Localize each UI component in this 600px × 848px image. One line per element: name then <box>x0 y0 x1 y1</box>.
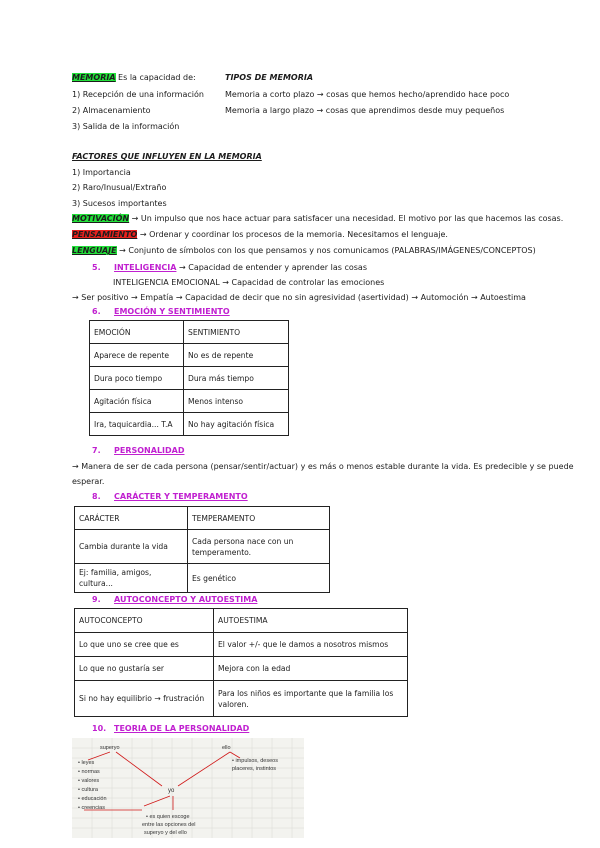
pensamiento-text: → Ordenar y coordinar los procesos de la memoria. Necesitamos el lenguaje. <box>137 230 448 239</box>
table-row <box>90 344 289 367</box>
table-row <box>75 657 408 681</box>
section-10-number: 10. <box>92 724 107 733</box>
section-6-heading <box>92 307 230 316</box>
table-cell: Dura más tiempo <box>184 367 289 390</box>
memoria-term: MEMORIA <box>72 73 116 82</box>
yo-label: yo <box>168 788 175 794</box>
table-header-cell: TEMPERAMENTO <box>188 507 330 530</box>
yo-description: entre las opciones del <box>142 822 196 828</box>
table-row <box>75 564 330 593</box>
table-row <box>75 530 330 564</box>
section-9-title: AUTOCONCEPTO Y AUTOESTIMA <box>114 595 258 604</box>
section-5-title: INTELIGENCIA <box>114 263 177 272</box>
ello-label: ello <box>222 745 231 751</box>
factores-item-2: 2) Raro/Inusual/Extraño <box>72 183 167 192</box>
motivacion-line <box>72 214 563 223</box>
table-cell: No hay agitación física <box>184 413 289 436</box>
tipos-item-2: Memoria a largo plazo → cosas que aprendimos desde muy pequeños <box>225 106 505 115</box>
section-7-title: PERSONALIDAD <box>114 446 185 455</box>
superyo-item: • normas <box>78 769 100 775</box>
table-header-row <box>75 507 330 530</box>
superyo-item: • leyes <box>78 760 95 766</box>
table-cell: Lo que no gustaría ser <box>75 657 214 681</box>
pensamiento-term: PENSAMIENTO <box>72 230 138 239</box>
memoria-line <box>72 73 196 82</box>
section-8-number: 8. <box>92 492 101 501</box>
motivacion-text: → Un impulso que nos hace actuar para satisfacer una necesidad. El motivo por las que hacemos las cosas. <box>129 214 564 223</box>
table-row <box>90 413 289 436</box>
pensamiento-line <box>72 230 448 239</box>
section-7-line2: esperar. <box>72 477 105 486</box>
table-cell: Cambia durante la vida <box>75 530 188 564</box>
table-cell: Es genético <box>188 564 330 593</box>
yo-description: • es quien escoge <box>146 814 190 820</box>
table-cell: Ira, taquicardia... T.A <box>90 413 184 436</box>
memoria-item-2: 2) Almacenamiento <box>72 106 151 115</box>
section-10-title: TEORIA DE LA PERSONALIDAD <box>114 724 250 733</box>
section-8-heading <box>92 492 248 501</box>
section-9-heading <box>92 595 257 604</box>
table-header-cell: CARÁCTER <box>75 507 188 530</box>
table-cell: Cada persona nace con un temperamento. <box>188 530 330 564</box>
table-cell: Para los niños es importante que la familia los valoren. <box>214 681 408 717</box>
table-cell: El valor +/- que le damos a nosotros mismos <box>214 633 408 657</box>
table-header-cell: SENTIMIENTO <box>184 321 289 344</box>
section-7-line1: → Manera de ser de cada persona (pensar/sentir/actuar) y es más o menos estable durante la vida. Es predecible y se puede <box>72 462 574 471</box>
table-cell: Ej: familia, amigos, cultura... <box>75 564 188 593</box>
section-10-heading <box>92 724 249 733</box>
section-9-number: 9. <box>92 595 101 604</box>
section-7-heading <box>92 446 184 455</box>
section-6-number: 6. <box>92 307 101 316</box>
table-cell: Mejora con la edad <box>214 657 408 681</box>
table-cell: Lo que uno se cree que es <box>75 633 214 657</box>
section-7-number: 7. <box>92 446 101 455</box>
table-cell: No es de repente <box>184 344 289 367</box>
section-8-title: CARÁCTER Y TEMPERAMENTO <box>114 492 248 501</box>
section-5-line3: → Ser positivo → Empatía → Capacidad de decir que no sin agresividad (asertividad) → Automoción → Autoestima <box>72 293 526 302</box>
section-5-line2: INTELIGENCIA EMOCIONAL → Capacidad de controlar las emociones <box>113 278 385 287</box>
personality-theory-figure <box>72 738 304 838</box>
superyo-item: • valores <box>78 778 100 784</box>
memoria-item-1: 1) Recepción de una información <box>72 90 204 99</box>
superyo-item: • cultura <box>78 787 98 793</box>
section-5-heading <box>92 263 367 272</box>
table-header-row <box>90 321 289 344</box>
table-cell: Aparece de repente <box>90 344 184 367</box>
tipos-title: TIPOS DE MEMORIA <box>225 73 314 82</box>
superyo-label: superyo <box>100 745 120 751</box>
table-cell: Si no hay equilibrio → frustración <box>75 681 214 717</box>
table-cell: Menos intenso <box>184 390 289 413</box>
superyo-item: • educación <box>78 796 107 802</box>
table-header-row <box>75 609 408 633</box>
table-header-cell: EMOCIÓN <box>90 321 184 344</box>
table-header-cell: AUTOCONCEPTO <box>75 609 214 633</box>
caracter-table <box>74 506 330 593</box>
autoconcepto-table <box>74 608 408 717</box>
lenguaje-term: LENGUAJE <box>72 246 117 255</box>
memoria-item-3: 3) Salida de la información <box>72 122 180 131</box>
factores-item-1: 1) Importancia <box>72 168 131 177</box>
memoria-definition: Es la capacidad de: <box>115 73 196 82</box>
section-5-text: → Capacidad de entender y aprender las cosas <box>178 263 367 272</box>
tipos-item-1: Memoria a corto plazo → cosas que hemos hecho/aprendido hace poco <box>225 90 510 99</box>
ello-item: • impulsos, deseos <box>232 758 278 764</box>
table-row <box>75 681 408 717</box>
section-5-number: 5. <box>92 263 101 272</box>
table-row <box>90 367 289 390</box>
factores-item-3: 3) Sucesos importantes <box>72 199 167 208</box>
motivacion-term: MOTIVACIÓN <box>72 214 130 223</box>
figure-arrows <box>84 752 240 810</box>
lenguaje-text: → Conjunto de símbolos con los que pensamos y nos comunicamos (PALABRAS/IMÁGENES/CONCEPTOS) <box>116 246 536 255</box>
ello-item: placeres, instintos <box>232 766 277 772</box>
table-cell: Dura poco tiempo <box>90 367 184 390</box>
table-row <box>75 633 408 657</box>
superyo-item: • creencias <box>78 805 105 811</box>
factores-title: FACTORES QUE INFLUYEN EN LA MEMORIA <box>72 152 262 161</box>
table-header-cell: AUTOESTIMA <box>214 609 408 633</box>
emocion-table <box>89 320 289 436</box>
table-row <box>90 390 289 413</box>
section-6-title: EMOCIÓN Y SENTIMIENTO <box>114 307 230 316</box>
lenguaje-line <box>72 246 536 255</box>
yo-description: superyo y del ello <box>144 830 187 836</box>
table-cell: Agitación física <box>90 390 184 413</box>
